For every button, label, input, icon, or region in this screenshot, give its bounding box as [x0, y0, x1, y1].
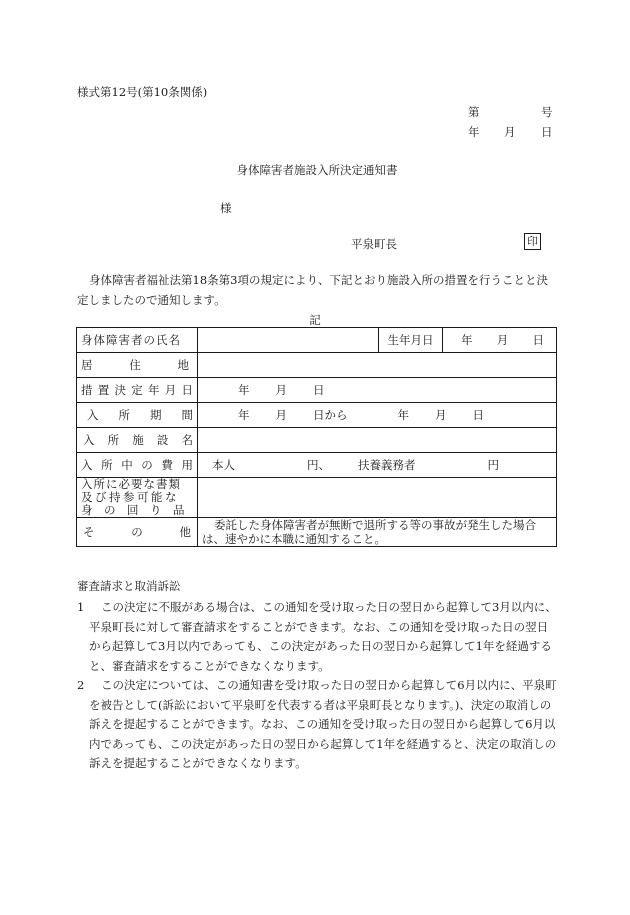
- name-value-cell: [198, 328, 379, 353]
- label-char: の: [141, 458, 153, 472]
- table-row: [77, 378, 557, 403]
- other-value-text: 委託した身体障害者が無断で退所する等の事故が発生した場合は、速やかに本職に通知すること。: [202, 518, 536, 546]
- label-char: 日: [181, 383, 193, 397]
- label-char: 期: [150, 408, 162, 422]
- label-char: 置: [97, 383, 110, 397]
- label-char: 中: [121, 458, 133, 472]
- cost-label-cell: [77, 453, 198, 478]
- label-char: そ: [83, 525, 95, 539]
- address-label-cell: [77, 353, 198, 378]
- period-start-day: 日から: [313, 408, 348, 422]
- label-char: 設: [156, 433, 169, 447]
- appeal-item-number: 2: [77, 678, 85, 692]
- period-start-year: 年: [238, 408, 250, 422]
- seal-stamp: 印: [524, 233, 541, 250]
- belongings-label-cell: [77, 478, 198, 518]
- ki-heading: 記: [309, 313, 321, 327]
- doc-number-suffix: 号: [541, 105, 553, 119]
- issue-date-year: 年: [468, 125, 480, 139]
- label-char: 入: [87, 408, 99, 422]
- document-title: 身体障害者施設入所決定通知書: [236, 163, 398, 177]
- body-text: 身体障害者福祉法第18条第3項の規定により、下記とおり施設入所の措置を行うことと決定しましたので通知します。: [77, 273, 548, 307]
- table-row: [77, 328, 557, 353]
- address-value-cell: [198, 353, 557, 378]
- label-char: 入: [81, 458, 93, 472]
- cost-guardian-label: 扶養義務者: [358, 458, 416, 472]
- dob-value-cell: [443, 328, 557, 353]
- table-row: [77, 403, 557, 428]
- belongings-label-line: 身 の 回 り 品: [81, 503, 185, 517]
- label-char: 施: [132, 433, 144, 447]
- name-label: 身体障害者の氏名: [81, 333, 181, 347]
- period-value-cell: [198, 403, 557, 428]
- table-row: [77, 353, 557, 378]
- belongings-label-line: 及び持参可能な: [81, 490, 179, 504]
- decision-month: 月: [275, 383, 287, 397]
- dob-year: 年: [461, 333, 473, 347]
- appeal-section-title: 審査請求と取消訴訟: [77, 579, 181, 593]
- cost-guardian-unit: 円: [487, 458, 499, 472]
- decision-day: 日: [313, 383, 325, 397]
- label-char: の: [131, 525, 143, 539]
- addressee-suffix: 様: [220, 201, 232, 215]
- appeal-item-number: 1: [77, 600, 85, 614]
- issue-date-day: 日: [541, 125, 553, 139]
- address-label-char: 住: [129, 358, 141, 372]
- label-char: 名: [181, 433, 193, 447]
- table-row: [77, 478, 557, 518]
- address-label-char: 地: [177, 358, 189, 372]
- label-char: 所: [107, 433, 120, 447]
- dob-label-cell: [379, 328, 443, 353]
- label-char: 所: [118, 408, 130, 422]
- label-char: 定: [131, 383, 143, 397]
- dob-month: 月: [496, 333, 509, 347]
- cost-self-label: 本人: [212, 458, 235, 472]
- doc-number-prefix: 第: [468, 105, 480, 119]
- appeal-item: [77, 598, 557, 676]
- table-row: [77, 453, 557, 478]
- dob-day: 日: [532, 333, 544, 347]
- period-label-cell: [77, 403, 198, 428]
- table-row: [77, 428, 557, 453]
- appeal-item: [77, 676, 557, 774]
- label-char: 年: [148, 383, 160, 397]
- dob-label: 生年月日: [387, 333, 434, 347]
- label-char: 用: [181, 458, 193, 472]
- cost-value-cell: [198, 453, 557, 478]
- appeal-item-text: この決定については、この通知書を受け取った日の翌日から起算して6月以内に、平泉町を被告として(訴訟において平泉町を代表する者は平泉町長となります。)、決定の取消しの訴えを提起することができます。なお、この通知を受け取った日の翌日から起算して6月以内であっても、この決定があった日の翌日から起算して1年を経過すると、決定の取消しの訴えを提起することができなくなります。: [89, 678, 557, 770]
- label-char: 月: [164, 383, 177, 397]
- period-end-year: 年: [397, 408, 409, 422]
- label-char: 所: [101, 458, 113, 472]
- cost-self-unit: 円、: [307, 458, 330, 472]
- belongings-label-line: 入所に必要な書類: [81, 477, 181, 491]
- period-end-day: 日: [472, 408, 484, 422]
- facility-value-cell: [198, 428, 557, 453]
- belongings-value-cell: [198, 478, 557, 518]
- label-char: 措: [81, 383, 93, 397]
- decision-table: [76, 327, 557, 547]
- other-label-cell: [77, 518, 198, 547]
- label-char: 費: [161, 458, 173, 472]
- issuer-name: 平泉町長: [351, 237, 397, 251]
- name-label-cell: [77, 328, 198, 353]
- decision-date-value-cell: [198, 378, 557, 403]
- label-char: 入: [83, 433, 95, 447]
- period-end-month: 月: [435, 408, 447, 422]
- appeal-item-text: この決定に不服がある場合は、この通知を受け取った日の翌日から起算して3月以内に、平泉町長に対して審査請求をすることができます。なお、この通知を受け取った日の翌日から起算して3月以内であっても、この決定があった日の翌日から起算して1年を経過すると、審査請求をすることができなくなります。: [89, 600, 557, 673]
- decision-year: 年: [238, 383, 250, 397]
- form-number: 様式第12号(第10条関係): [77, 85, 208, 99]
- decision-date-label-cell: [77, 378, 198, 403]
- other-value-cell: [198, 518, 557, 547]
- table-row: [77, 518, 557, 547]
- address-label-char: 居: [81, 358, 93, 372]
- facility-label-cell: [77, 428, 198, 453]
- label-char: 決: [114, 383, 126, 397]
- issue-date-month: 月: [504, 125, 516, 139]
- label-char: 間: [181, 408, 193, 422]
- label-char: 他: [179, 525, 191, 539]
- period-start-month: 月: [275, 408, 287, 422]
